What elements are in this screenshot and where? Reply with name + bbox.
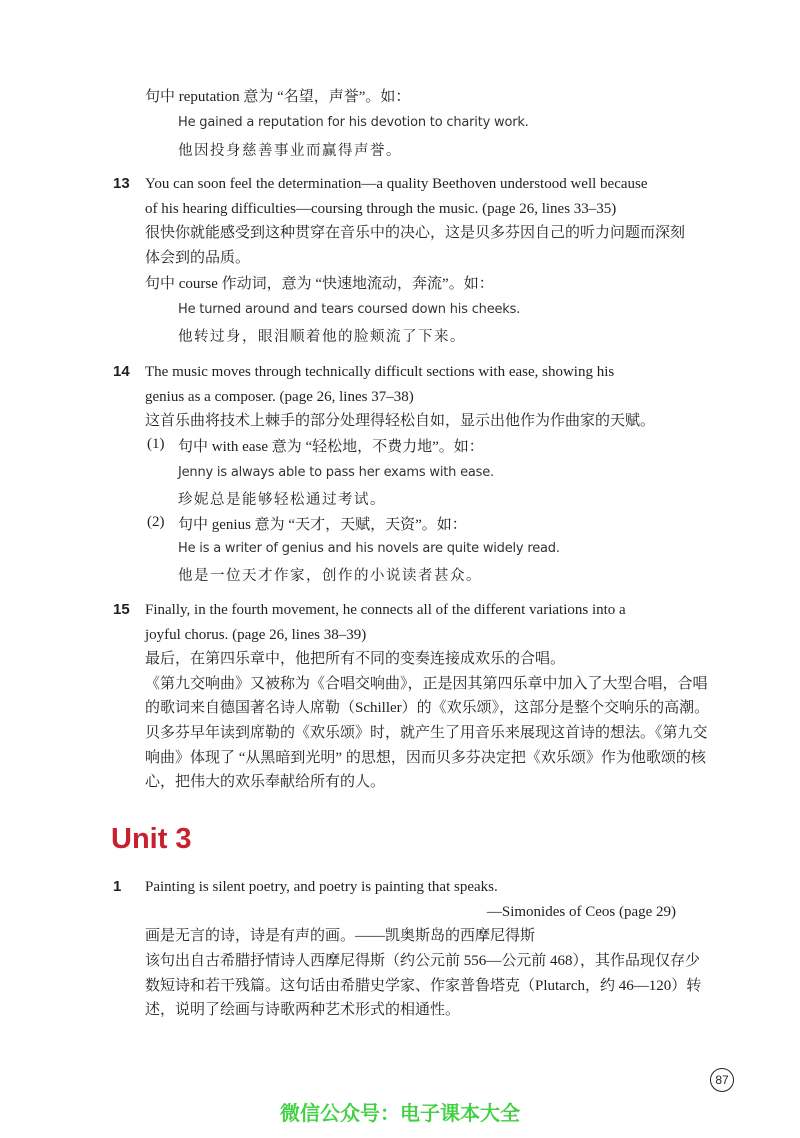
unit3-item1-chinese: 画是无言的诗，诗是有声的画。——凯奥斯岛的西摩尼得斯 bbox=[145, 928, 536, 944]
reputation-example-zh: 他因投身慈善事业而赢得声誉。 bbox=[178, 143, 402, 159]
unit3-item1-paragraph-line1: 该句出自古希腊抒情诗人西摩尼得斯（约公元前 556—公元前 468），其作品现仅存少 bbox=[145, 953, 701, 969]
item13-chinese-line1: 很快你就能感受到这种贯穿在音乐中的决心，这是贝多芬因自己的听力问题而深刻 bbox=[145, 225, 686, 241]
item-number-15: 15 bbox=[113, 601, 130, 618]
item14-english-line2: genius as a composer. (page 26, lines 37–38) bbox=[145, 389, 414, 405]
unit3-item1-english: Painting is silent poetry, and poetry is painting that speaks. bbox=[145, 879, 498, 895]
item14-sub1-label: (1) bbox=[147, 436, 165, 452]
item15-paragraph-line3: 贝多芬早年读到席勒的《欢乐颂》时，就产生了用音乐来展现这首诗的想法。《第九交 bbox=[145, 725, 708, 741]
reputation-example-en: He gained a reputation for his devotion to charity work. bbox=[178, 115, 529, 130]
item13-note: 句中 course 作动词，意为 “快速地流动，奔流”。如： bbox=[145, 276, 494, 292]
unit3-item1-source: —Simonides of Ceos (page 29) bbox=[486, 904, 676, 920]
item15-paragraph-line4: 响曲》体现了 “从黑暗到光明” 的思想，因而贝多芬决定把《欢乐颂》作为他歌颂的核 bbox=[145, 750, 706, 766]
item14-sub2-example-zh: 他是一位天才作家，创作的小说读者甚众。 bbox=[178, 568, 482, 584]
unit-title: Unit 3 bbox=[111, 823, 192, 855]
page-number: 87 bbox=[710, 1068, 734, 1092]
item14-sub1-example-zh: 珍妮总是能够轻松通过考试。 bbox=[178, 492, 386, 508]
unit3-item1-paragraph-line3: 述，说明了绘画与诗歌两种艺术形式的相通性。 bbox=[145, 1002, 461, 1018]
item14-sub1-example-en: Jenny is always able to pass her exams with ease. bbox=[178, 465, 494, 480]
item13-example-en: He turned around and tears coursed down his cheeks. bbox=[178, 302, 521, 317]
reputation-note: 句中 reputation 意为 “名望，声誉”。如： bbox=[145, 89, 411, 105]
item13-english-line1: You can soon feel the determination—a quality Beethoven understood well because bbox=[145, 176, 648, 192]
unit3-item1-paragraph-line2: 数短诗和若干残篇。这句话由希腊史学家、作家普鲁塔克（Plutarch，约 46—120）转 bbox=[145, 978, 702, 994]
item15-english-line2: joyful chorus. (page 26, lines 38–39) bbox=[145, 627, 367, 643]
item-number-13: 13 bbox=[113, 175, 130, 192]
item-number-14: 14 bbox=[113, 363, 130, 380]
item13-example-zh: 他转过身，眼泪顺着他的脸颊流了下来。 bbox=[178, 329, 466, 345]
item14-sub2-example-en: He is a writer of genius and his novels are quite widely read. bbox=[178, 541, 560, 556]
footer-watermark: 微信公众号：电子课本大全 bbox=[280, 1101, 520, 1125]
item15-paragraph-line5: 心，把伟大的欢乐奉献给所有的人。 bbox=[145, 774, 386, 790]
item14-sub1-note: 句中 with ease 意为 “轻松地，不费力地”。如： bbox=[178, 439, 484, 455]
item15-paragraph-line1: 《第九交响曲》又被称为《合唱交响曲》，正是因其第四乐章中加入了大型合唱，合唱 bbox=[145, 676, 708, 692]
item14-english-line1: The music moves through technically difficult sections with ease, showing his bbox=[145, 364, 615, 380]
item15-chinese-line1: 最后，在第四乐章中，他把所有不同的变奏连接成欢乐的合唱。 bbox=[145, 651, 566, 667]
item15-paragraph-line2: 的歌词来自德国著名诗人席勒（Schiller）的《欢乐颂》，这部分是整个交响乐的高潮。 bbox=[145, 700, 710, 716]
item13-chinese-line2: 体会到的品质。 bbox=[145, 250, 251, 266]
item15-english-line1: Finally, in the fourth movement, he connects all of the different variations into a bbox=[145, 602, 626, 618]
item13-english-line2: of his hearing difficulties—coursing through the music. (page 26, lines 33–35) bbox=[145, 201, 617, 217]
item14-sub2-label: (2) bbox=[147, 514, 165, 530]
unit3-item-number-1: 1 bbox=[113, 878, 122, 895]
item14-chinese-line1: 这首乐曲将技术上棘手的部分处理得轻松自如，显示出他作为作曲家的天赋。 bbox=[145, 413, 656, 429]
item14-sub2-note: 句中 genius 意为 “天才，天赋，天资”。如： bbox=[178, 517, 467, 533]
